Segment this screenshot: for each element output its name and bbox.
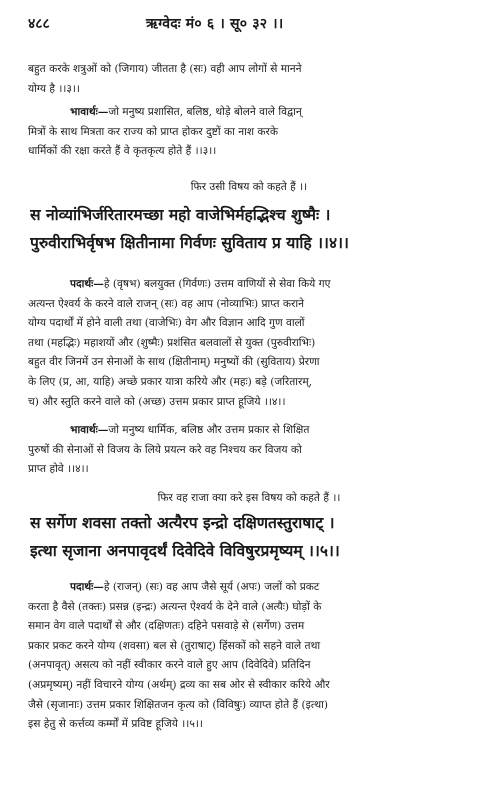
padarth-label: पदार्थः— (70, 581, 104, 593)
text-line: करता है वैसे (तक्तः) प्रसन्न (इन्द्रः) अत्यन्त ऐश्वर्य के देने वाले (अत्यैः) घोड़ों के (28, 600, 322, 613)
text-line: समान वेग वाले पदार्थों से और (दक्षिणतः) दहिने पसवाड़े से (सर्गेण) उत्तम (28, 620, 305, 633)
text-line: तथा (महद्भिः) महाशयों और (शुष्मैः) प्रशंसित बलवालों से युक्त (पुरुवीराभिः) (28, 336, 316, 349)
text-line: धार्मिकों की रक्षा करते हैं वे कृतकृत्य होते हैं ।।३।। (28, 145, 217, 158)
text-line: (अनपावृत्) असत्य को नहीं स्वीकार करने वाले हुए आप (दिवेदिवे) प्रतिदिन (28, 659, 311, 672)
continued-paragraph (28, 60, 470, 99)
padarth-paragraph (28, 275, 470, 412)
text-line: प्राप्त होवे ।।४।। (28, 463, 89, 476)
text-line: प्रकार प्रकट करने योग्य (शवसा) बल से (तुराषाट्) हिंसकों को सहने वाले तथा (28, 639, 321, 652)
page-header (28, 14, 468, 36)
section-intro: फिर वह राजा क्या करे इस विषय को कहते हैं ।। (157, 492, 341, 504)
text-line: योग्य है ।।३।। (28, 82, 80, 95)
text-line: भावार्थः—जो मनुष्य धार्मिक, बलिष्ठ और उत्तम प्रकार से शिक्षित (70, 424, 310, 436)
text-line: के लिए (प्र, आ, याहि) अच्छे प्रकार यात्रा करिये और (महः) बड़े (जरितारम्, (28, 375, 313, 388)
text-line: भावार्थः—जो मनुष्य प्रशासित, बलिष्ठ, थोड़े बोलने वाले विद्वान् (70, 106, 302, 118)
mantra-line: पुरुवीराभिर्वृषभ क्षितीनामा गिर्वणः सुविताय प्र याहि ।।४।। (30, 233, 349, 252)
bhavarth-paragraph (28, 103, 470, 162)
running-title: ऋग्वेदः मं० ६ । सू० ३२ ।। (146, 16, 284, 32)
text-line: पदार्थः—हे (राजन्) (सः) वह आप जैसे सूर्य (अपः) जलों को प्रकट (70, 581, 320, 593)
mantra-verse (30, 201, 472, 257)
text-line: बहुत वीर जिनमें उन सेनाओं के साथ (क्षितीनाम्) मनुष्यों की (सुविताय) प्रेरणा (28, 356, 320, 369)
bhavarth-label: भावार्थः— (70, 424, 109, 436)
text-line: योग्य पदार्थों में होने वाली तथा (वाजेभिः) वेग और विज्ञान आदि गुण वालों (28, 317, 305, 330)
page-number: ४८८ (28, 16, 50, 32)
text-line: अत्यन्त ऐश्वर्य के करने वाले राजन् (सः) वह आप (नोव्याभिः) प्राप्त कराने (28, 297, 304, 310)
padarth-label: पदार्थः— (70, 278, 104, 290)
padarth-paragraph (28, 578, 470, 735)
mantra-line: स सर्गेण शवसा तक्तो अत्यैरप इन्द्रो दक्षिणतस्तुराषाट् । (30, 513, 335, 532)
mantra-verse (30, 509, 472, 565)
mantra-line: इत्था सृजाना अनपावृदर्थं दिवेदिवे विविषुरप्रमृष्यम् ।।५।। (30, 541, 340, 560)
mantra-line: स नोव्यांभिर्जरितारमच्छा महो वाजेभिर्महद्भिश्च शुष्मैः । (30, 205, 331, 224)
text-line: (अप्रमृष्यम्) नहीं विचारने योग्य (अर्थम्) द्रव्य का सब ओर से स्वीकार करिये और (28, 678, 330, 691)
text-line: जैसे (सृजानाः) उत्तम प्रकार शिक्षितजन कृत्य को (विविषुः) व्याप्त होते हैं (इत्था) (28, 698, 328, 711)
text-line: पदार्थः—हे (वृषभ) बलयुक्त (गिर्वणः) उत्तम वाणियों से सेवा किये गए (70, 278, 331, 290)
section-intro: फिर उसी विषय को कहते हैं ।। (190, 181, 308, 193)
text-line: बहुत करके शत्रुओं को (जिगाय) जीतता है (सः) वही आप लोगों से मानने (28, 63, 302, 75)
text-line: पुरुषों की सेनाओं से विजय के लिये प्रयत्न करे वह निश्चय कर विजय को (28, 443, 302, 456)
bhavarth-label: भावार्थः— (70, 106, 109, 118)
bhavarth-paragraph (28, 421, 470, 480)
text-line: च) और स्तुति करने वाले को (अच्छ) उत्तम प्रकार प्राप्त हूजिये ।।४।। (28, 395, 286, 408)
text-line: मित्रों के साथ मित्रता कर राज्य को प्राप्त होकर दुष्टों का नाश करके (28, 125, 279, 138)
text-line: इस हेतु से कर्त्तव्य कर्म्मों में प्रविष्ट हूजिये ।।५।। (28, 718, 203, 731)
